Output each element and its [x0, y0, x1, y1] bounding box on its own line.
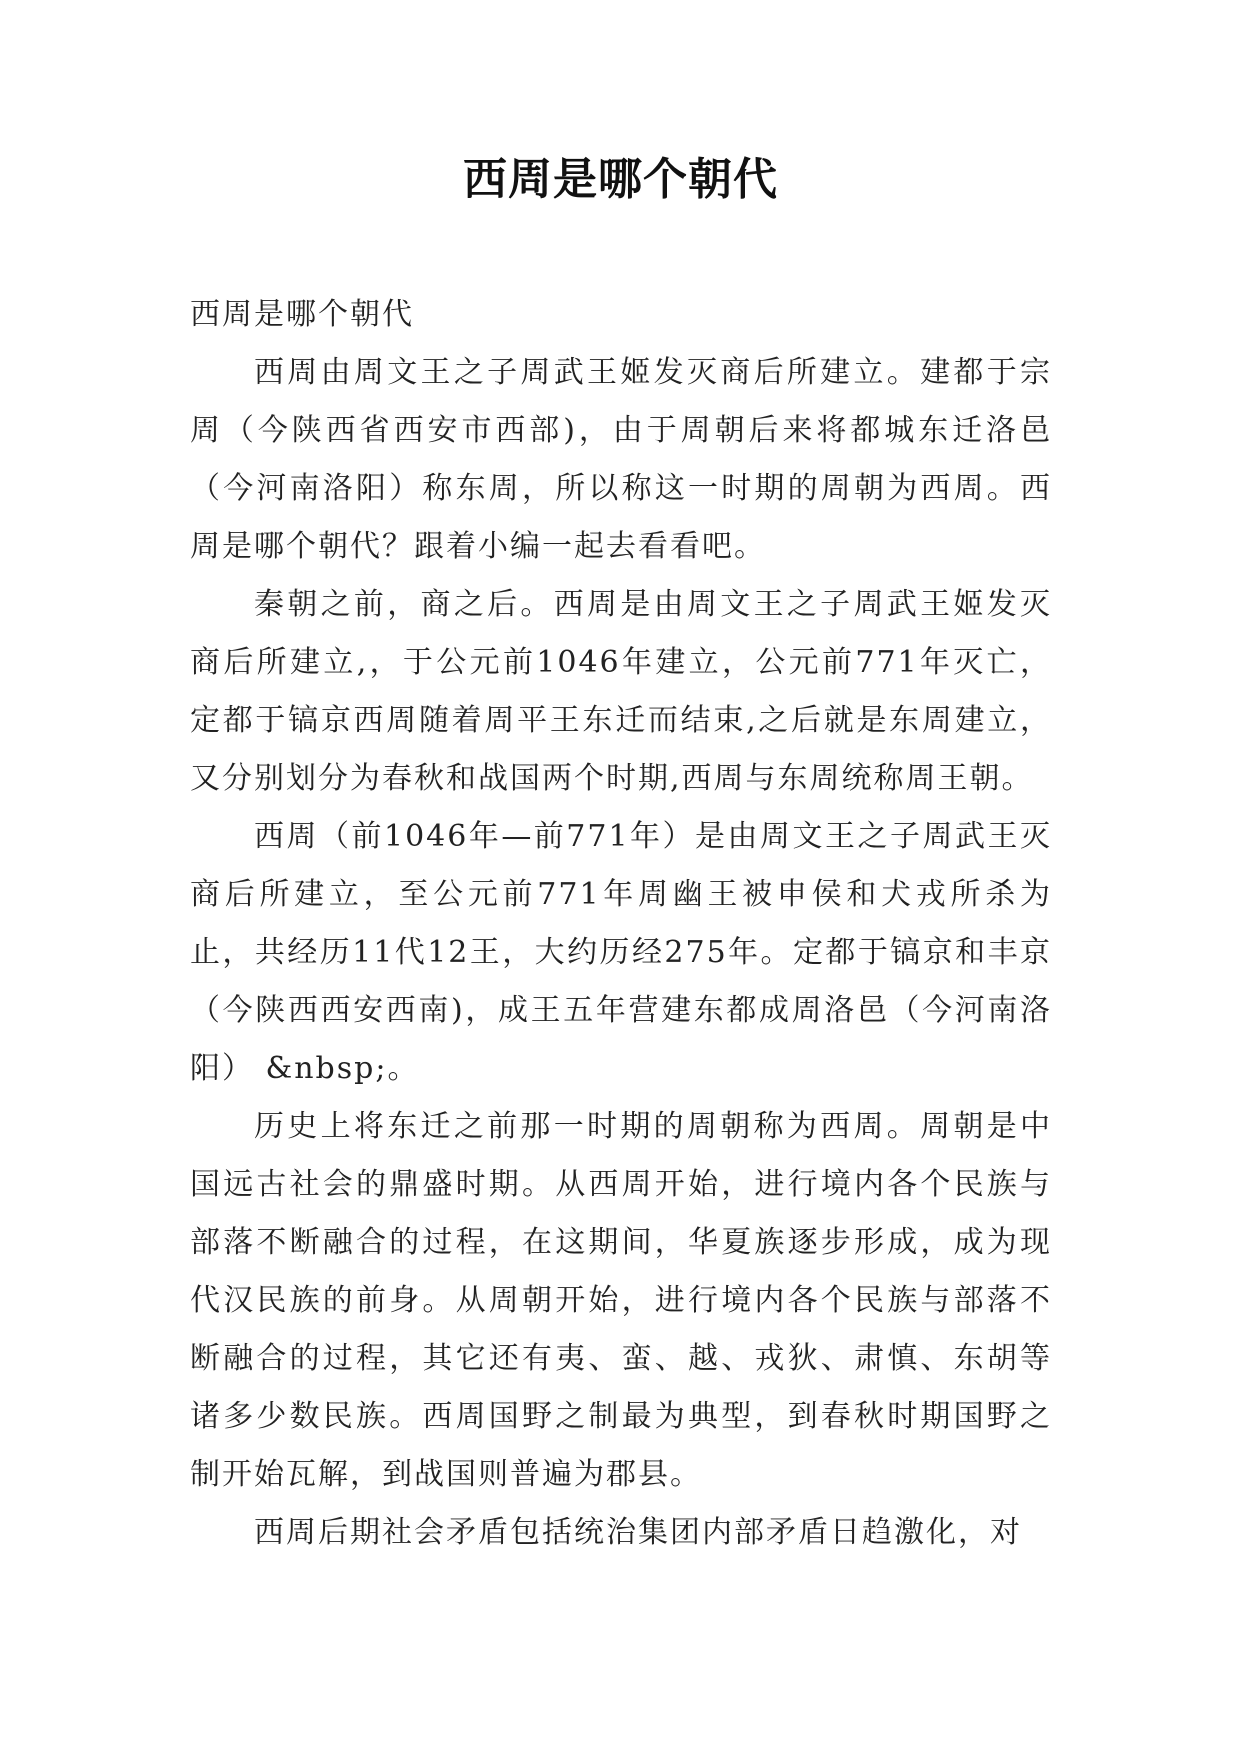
document-subtitle: 西周是哪个朝代 — [190, 297, 414, 332]
paragraph-3: 西周（前1046年—前771年）是由周文王之子周武王灭商后所建立，至公元前771年周幽王被申侯和犬戎所杀为止，共经历11代12王，大约历经275年。定都于镐京和丰京（今陕西西安西南)，成王五年营建东都成周洛邑（今河南洛阳） &nbsp;。 — [190, 819, 1052, 1086]
document-title: 西周是哪个朝代 — [463, 154, 778, 205]
paragraph-4: 历史上将东迁之前那一时期的周朝称为西周。周朝是中国远古社会的鼎盛时期。从西周开始，进行境内各个民族与部落不断融合的过程，在这期间，华夏族逐步形成，成为现代汉民族的前身。从周朝开始，进行境内各个民族与部落不断融合的过程，其它还有夷、蛮、越、戎狄、肃慎、东胡等诸多少数民族。西周国野之制最为典型，到春秋时期国野之制开始瓦解，到战国则普遍为郡县。 — [190, 1109, 1052, 1492]
paragraph-2: 秦朝之前，商之后。西周是由周文王之子周武王姬发灭商后所建立,，于公元前1046年建立，公元前771年灭亡，定都于镐京西周随着周平王东迁而结束,之后就是东周建立，又分别划分为春秋和战国两个时期,西周与东周统称周王朝。 — [190, 587, 1052, 796]
paragraph-1: 西周由周文王之子周武王姬发灭商后所建立。建都于宗周（今陕西省西安市西部)，由于周朝后来将都城东迁洛邑（今河南洛阳）称东周，所以称这一时期的周朝为西周。西周是哪个朝代？跟着小编一起去看看吧。 — [190, 355, 1052, 564]
paragraph-5: 西周后期社会矛盾包括统治集团内部矛盾日趋激化，对 — [254, 1515, 1022, 1550]
document-body — [190, 286, 1052, 1562]
